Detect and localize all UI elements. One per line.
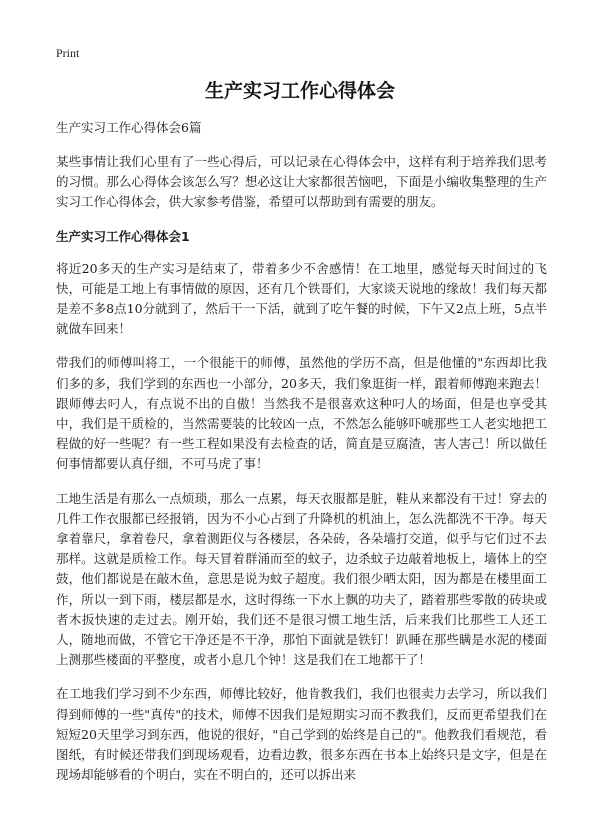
section-heading: 生产实习工作心得体会1 (56, 228, 190, 244)
print-label: Print (56, 46, 80, 60)
intro-paragraph: 某些事情让我们心里有了一些心得后，可以记录在心得体会中，这样有利于培养我们思考的习惯。那么心得体会该怎么写？想必这让大家都很苦恼吧，下面是小编收集整理的生产实习工作心得体会，供大家参考借鉴，希望可以帮助到有需要的朋友。 (56, 154, 547, 210)
body-paragraph-1: 将近20多天的生产实习是结束了，带着多少不舍感情！在工地里，感觉每天时间过的飞快，可能是工地上有事情做的原因，还有几个铁哥们，大家谈天说地的缘故！我们每天都是差不多8点10分就到了，然后干一下活，就到了吃午餐的时候，下午又2点上班，5点半就做车回来！ (56, 260, 547, 337)
body-paragraph-4: 在工地我们学习到不少东西，师傅比较好，他肯教我们，我们也很卖力去学习，所以我们得到师傅的一些"真传"的技术，师傅不因我们是短期实习而不教我们，反而更希望我们在短短20天里学习到东西，他说的很好，"自己学到的始终是自己的"。他教我们看规范，看图纸，有时候还带我们到现场观看，边看边教，很多东西在书本上始终只是文字，但是在现场却能够看的个明白，实在不明白的，还可以拆出来 (56, 686, 547, 783)
document-body (56, 118, 547, 799)
document-subtitle: 生产实习工作心得体会6篇 (56, 120, 202, 135)
body-paragraph-2: 带我们的师傅叫将工，一个很能干的师傅，虽然他的学历不高，但是他懂的"东西却比我们多的多，我们学到的东西也一小部分，20多天，我们象逛街一样，跟着师傅跑来跑去！跟师傅去叼人，有点说不出的自傲！当然我不是很喜欢这种叼人的场面，但是也享受其中，我们是干质检的，当然需要装的比较凶一点，不然怎么能够吓唬那些工人老实地把工程做的好一些呢？有一些工程如果没有去检查的话，简直是豆腐渣，害人害己！所以做任何事情都要认真仔细，不可马虎了事！ (56, 355, 547, 472)
page-title: 生产实习工作心得体会 (204, 80, 395, 102)
body-paragraph-3: 工地生活是有那么一点烦琐，那么一点累，每天衣服都是脏，鞋从来都没有干过！穿去的几件工作衣服都已经报销，因为不小心占到了升降机的机油上，怎么洗都洗不干净。每天拿着靠尺，拿着卷尺，拿着测距仪与各楼层，各朵砖，各朵墙打交道，似乎与它们过不去那样。这就是质检工作。每天冒着群涌而至的蚊子，边杀蚊子边敲着地板上，墙体上的空鼓，他们都说是在敲木鱼，意思是说为蚊子超度。我们很少晒太阳，因为都是在楼里面工作，所以一到下雨，楼层都是水，这时得练一下水上飘的功夫了，踏着那些零散的砖块或者木扳快速的走过去。刚开始，我们还不是很习惯工地生活，后来我们比那些工人还工人，随地而做，不管它干净还是不干净，那怕下面就是铁钉！趴睡在那些瞒是水泥的楼面上测那些楼面的平整度，或者小息几个钟！这是我们在工地都干了！ (56, 490, 547, 668)
